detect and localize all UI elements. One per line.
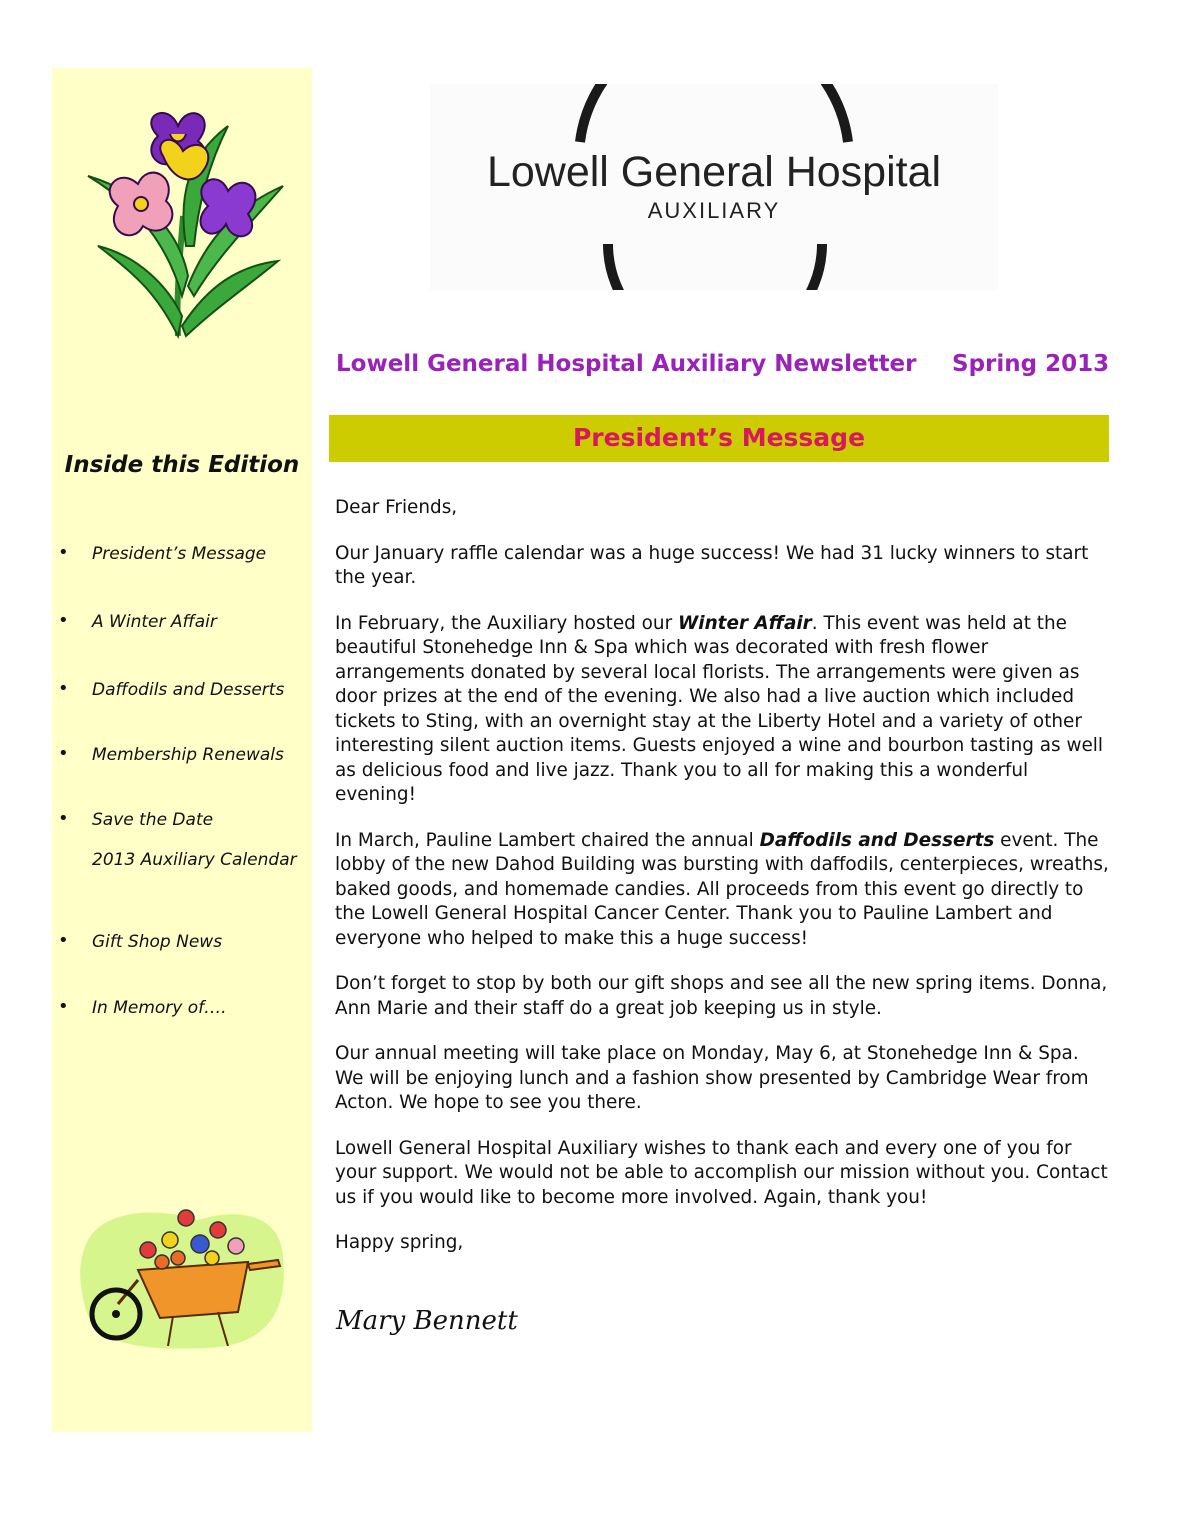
- toc-item-label: Gift Shop News: [92, 932, 223, 952]
- section-title: President’s Message: [572, 423, 866, 452]
- paragraph-text: In February, the Auxiliary hosted our: [335, 612, 678, 634]
- paragraph: Don’t forget to stop by both our gift shops and see all the new spring items. Donna, Ann Marie and their staff do a great job keeping us in style.: [335, 973, 1108, 1019]
- logo-subtitle: AUXILIARY: [647, 198, 781, 223]
- event-name: Winter Affair: [678, 612, 812, 634]
- toc-item-label: President’s Message: [92, 544, 267, 564]
- auxiliary-logo: [430, 84, 998, 290]
- event-name: Daffodils and Desserts: [759, 829, 995, 851]
- paragraph: [335, 612, 1110, 808]
- bullet-icon: •: [58, 678, 69, 699]
- toc-item-label: Save the Date: [92, 810, 214, 830]
- letter-greeting: Dear Friends,: [335, 497, 458, 518]
- iris-flower-illustration: [78, 96, 288, 346]
- letter-body: [335, 496, 1110, 1277]
- paragraph: Lowell General Hospital Auxiliary wishes to thank each and every one of you for your support. We would not be able to accomplish our mission without you. Contact us if you would like to become more involved. Again, thank you!: [335, 1137, 1108, 1208]
- toc-item-label: A Winter Affair: [92, 612, 217, 632]
- paragraph-text: In March, Pauline Lambert chaired the annual: [335, 829, 760, 851]
- section-banner: [329, 415, 1109, 462]
- edition-label: Spring 2013: [952, 351, 1110, 377]
- wheelbarrow-flowers-illustration: [78, 1200, 290, 1352]
- paragraph: Our annual meeting will take place on Monday, May 6, at Stonehedge Inn & Spa. We will be enjoying lunch and a fashion show presented by Cambridge Wear from Acton. We hope to see you there.: [335, 1043, 1089, 1113]
- letter-closing: Happy spring,: [335, 1232, 464, 1253]
- bullet-icon: •: [58, 610, 69, 631]
- logo-title: Lowell General Hospital: [486, 148, 942, 196]
- bullet-icon: •: [58, 930, 69, 951]
- bullet-icon: •: [58, 808, 69, 829]
- paragraph-text: event. The lobby of the new Dahod Building was bursting with daffodils, centerpieces, wreaths, baked goods, and homemade candies. All proceeds from this event go directly to the Lowell General Hospital Cancer Center. Thank you to Pauline Lambert and everyone who helped to make this a huge success!: [335, 829, 1109, 949]
- bullet-icon: •: [58, 542, 69, 563]
- bullet-icon: •: [58, 743, 69, 764]
- signature: Mary Bennett: [336, 1306, 518, 1336]
- toc-item-label: In Memory of….: [92, 998, 227, 1018]
- paragraph: Our January raffle calendar was a huge success! We had 31 lucky winners to start the year.: [335, 542, 1089, 588]
- paragraph-text: . This event was held at the beautiful Stonehedge Inn & Spa which was decorated with fresh flower arrangements donated by several local florists. The arrangements were given as door prizes at the end of the evening. We also had a live auction which included tickets to Sting, with an overnight stay at the Liberty Hotel and a variety of other interesting silent auction items. Guests enjoyed a wine and bourbon tasting as well as delicious food and live jazz. Thank you to all for making this a wonderful evening!: [335, 612, 1104, 805]
- sidebar-title: Inside this Edition: [64, 452, 300, 478]
- bullet-icon: •: [58, 996, 69, 1017]
- toc-item-label: Daffodils and Desserts: [92, 680, 285, 700]
- toc-item-label: Membership Renewals: [92, 745, 284, 765]
- newsletter-title: Lowell General Hospital Auxiliary Newsletter: [336, 351, 917, 377]
- paragraph: [335, 829, 1110, 952]
- toc-item-label: 2013 Auxiliary Calendar: [92, 850, 297, 870]
